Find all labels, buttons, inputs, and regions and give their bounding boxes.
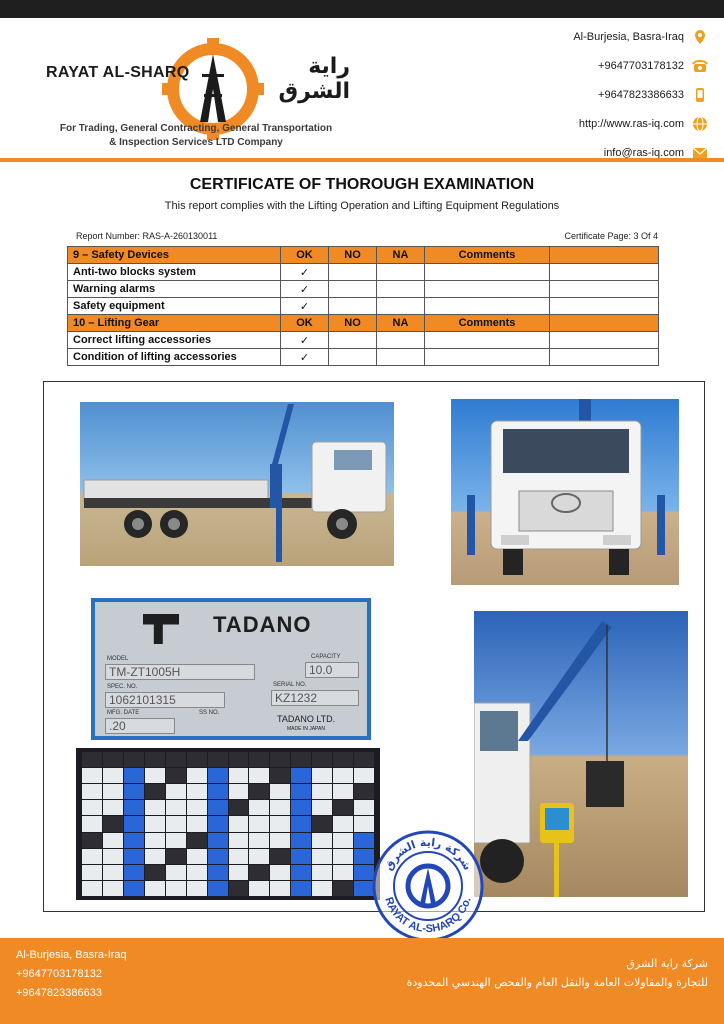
load-chart-cell — [333, 833, 353, 848]
table-row — [68, 298, 659, 315]
footer-address: Al-Burjesia, Basra-Iraq — [16, 949, 127, 961]
col-no: NO — [329, 247, 377, 264]
load-chart-cell — [145, 881, 165, 896]
load-chart-cell — [270, 865, 290, 880]
load-chart-cell — [270, 849, 290, 864]
load-chart-cell — [249, 800, 269, 815]
nameplate-made-in: MADE IN JAPAN — [287, 726, 325, 732]
load-chart-cell — [145, 865, 165, 880]
item-extra — [550, 264, 659, 281]
nameplate-serial-label: SERIAL NO. — [273, 682, 307, 688]
load-chart-cell — [354, 768, 374, 783]
col-na: NA — [377, 247, 425, 264]
item-label: Anti-two blocks system — [68, 264, 281, 281]
item-na — [377, 349, 425, 366]
load-chart-cell — [187, 881, 207, 896]
load-chart-cell — [124, 833, 144, 848]
load-chart-cell — [124, 768, 144, 783]
nameplate-ss-label: SS NO. — [199, 710, 220, 716]
company-logo — [40, 30, 350, 150]
load-chart-cell — [312, 768, 332, 783]
load-chart-cell — [145, 833, 165, 848]
load-chart-cell — [124, 752, 144, 767]
load-chart-cell — [291, 865, 311, 880]
load-chart-cell — [312, 865, 332, 880]
nameplate-brand: TADANO — [213, 612, 312, 637]
item-na — [377, 298, 425, 315]
table-row — [68, 264, 659, 281]
load-chart-cell — [354, 752, 374, 767]
load-chart-cell — [187, 752, 207, 767]
section-header-safety-devices — [68, 247, 659, 264]
load-chart-cell — [270, 881, 290, 896]
item-extra — [550, 349, 659, 366]
load-chart-cell — [208, 865, 228, 880]
load-chart-cell — [229, 768, 249, 783]
load-chart-cell — [249, 784, 269, 799]
item-label: Safety equipment — [68, 298, 281, 315]
load-chart-cell — [103, 768, 123, 783]
load-chart-cell — [312, 881, 332, 896]
nameplate-capacity-label: CAPACITY — [311, 654, 341, 660]
load-chart-cell — [208, 752, 228, 767]
item-comments — [425, 281, 550, 298]
load-chart-cell — [145, 768, 165, 783]
load-chart-cell — [82, 768, 102, 783]
load-chart-cell — [103, 865, 123, 880]
footer-phone-2: +9647823386633 — [16, 987, 102, 999]
footer-arabic-line2: للتجارة والمقاولات العامة والنقل العام والفحص الهندسي المحدودة — [406, 976, 708, 989]
load-chart-cell — [270, 768, 290, 783]
item-no — [329, 298, 377, 315]
load-chart-cell — [291, 784, 311, 799]
load-chart-cell — [82, 800, 102, 815]
load-chart-cell — [229, 800, 249, 815]
load-chart-cell — [249, 752, 269, 767]
load-chart-cell — [166, 833, 186, 848]
contact-address-text: Al-Burjesia, Basra-Iraq — [573, 30, 684, 43]
load-chart-cell — [187, 800, 207, 815]
col-extra — [550, 247, 659, 264]
col-na: NA — [377, 315, 425, 332]
load-chart-cell — [82, 881, 102, 896]
contact-phone — [508, 51, 708, 80]
nameplate-model-value: TM-ZT1005H — [105, 664, 255, 680]
load-chart-cell — [312, 800, 332, 815]
page-title: CERTIFICATE OF THOROUGH EXAMINATION — [189, 176, 535, 193]
page-subtitle: This report complies with the Lifting Operation and Lifting Equipment Regulations — [164, 200, 560, 212]
item-ok-check: ✓ — [281, 281, 329, 298]
col-no: NO — [329, 315, 377, 332]
load-chart-cell — [103, 881, 123, 896]
section-header-lifting-gear — [68, 315, 659, 332]
report-number: Report Number: RAS-A-260130011 — [76, 231, 218, 241]
contact-address — [508, 22, 708, 51]
logo-english-name: RAYAT AL-SHARQ — [46, 64, 190, 81]
load-chart-cell — [82, 816, 102, 831]
load-chart-cell — [187, 833, 207, 848]
load-chart-cell — [166, 849, 186, 864]
load-chart-cell — [208, 800, 228, 815]
load-chart-cell — [124, 784, 144, 799]
load-chart-cell — [103, 752, 123, 767]
load-chart-cell — [124, 800, 144, 815]
load-chart-cell — [82, 849, 102, 864]
load-chart-cell — [82, 752, 102, 767]
contact-phone-text: +9647703178132 — [598, 59, 684, 72]
item-comments — [425, 332, 550, 349]
logo-arabic-name: راية الشرق — [278, 54, 350, 104]
load-chart-cell — [333, 784, 353, 799]
nameplate-maker: TADANO LTD. — [277, 714, 336, 724]
load-chart-cell — [229, 752, 249, 767]
tadano-logo-icon — [143, 614, 179, 644]
load-chart-cell — [291, 752, 311, 767]
load-chart-grid — [82, 752, 374, 896]
contact-website-text: http://www.ras-iq.com — [578, 117, 684, 130]
load-chart-cell — [124, 816, 144, 831]
load-chart-cell — [187, 768, 207, 783]
item-comments — [425, 349, 550, 366]
load-chart-cell — [166, 752, 186, 767]
nameplate-mfg-label: MFG. DATE — [107, 710, 140, 716]
item-no — [329, 332, 377, 349]
load-chart-cell — [166, 784, 186, 799]
load-chart-cell — [166, 865, 186, 880]
load-chart-cell — [333, 752, 353, 767]
nameplate-spec-label: SPEC. NO. — [107, 684, 138, 690]
load-chart-cell — [249, 881, 269, 896]
load-chart-cell — [333, 865, 353, 880]
load-chart-cell — [145, 752, 165, 767]
load-chart-cell — [208, 849, 228, 864]
phone-icon — [692, 58, 708, 74]
header-contacts — [508, 22, 708, 167]
nameplate-model-label: MODEL — [107, 656, 129, 662]
load-chart-cell — [312, 833, 332, 848]
col-extra — [550, 315, 659, 332]
item-na — [377, 264, 425, 281]
load-chart-cell — [249, 849, 269, 864]
load-chart-cell — [249, 833, 269, 848]
load-chart-cell — [270, 752, 290, 767]
load-chart-cell — [208, 816, 228, 831]
load-chart-cell — [208, 768, 228, 783]
seal-arabic-text: شركة راية الشرق — [381, 835, 475, 873]
seal-english-text: RAYAT AL-SHARQ Co. — [382, 895, 474, 936]
photo-truck-front-view — [451, 399, 679, 585]
section-title: 10 – Lifting Gear — [68, 315, 281, 332]
load-chart-cell — [82, 865, 102, 880]
load-chart-cell — [103, 800, 123, 815]
load-chart-cell — [312, 849, 332, 864]
item-ok-check: ✓ — [281, 298, 329, 315]
item-comments — [425, 298, 550, 315]
load-chart-cell — [333, 768, 353, 783]
item-ok-check: ✓ — [281, 332, 329, 349]
mobile-icon — [692, 87, 708, 103]
photo-tadano-nameplate — [91, 598, 371, 740]
item-na — [377, 332, 425, 349]
footer-arabic-line1: شركة راية الشرق — [626, 957, 708, 970]
footer-contacts — [16, 946, 127, 1003]
section-title: 9 – Safety Devices — [68, 247, 281, 264]
item-no — [329, 349, 377, 366]
load-chart-cell — [291, 816, 311, 831]
load-chart-cell — [103, 833, 123, 848]
logo-subtitle — [46, 122, 346, 150]
load-chart-cell — [333, 881, 353, 896]
item-label: Correct lifting accessories — [68, 332, 281, 349]
load-chart-cell — [291, 849, 311, 864]
load-chart-cell — [312, 816, 332, 831]
item-ok-check: ✓ — [281, 264, 329, 281]
load-chart-cell — [103, 816, 123, 831]
item-ok-check: ✓ — [281, 349, 329, 366]
load-chart-cell — [166, 768, 186, 783]
item-no — [329, 281, 377, 298]
nameplate-serial-value: KZ1232 — [271, 690, 359, 706]
col-ok: OK — [281, 247, 329, 264]
load-chart-cell — [229, 865, 249, 880]
footer-arabic-company — [407, 954, 708, 992]
load-chart-cell — [82, 784, 102, 799]
table-row — [68, 332, 659, 349]
photo-load-chart — [76, 748, 380, 900]
company-seal-stamp — [370, 828, 486, 944]
load-chart-cell — [312, 752, 332, 767]
load-chart-cell — [145, 784, 165, 799]
top-bar — [0, 0, 724, 18]
certificate-page: Certificate Page: 3 Of 4 — [564, 231, 658, 241]
nameplate-mfg-value: .20 — [105, 718, 175, 734]
load-chart-cell — [208, 833, 228, 848]
load-chart-cell — [354, 784, 374, 799]
load-chart-cell — [187, 816, 207, 831]
load-chart-cell — [291, 881, 311, 896]
nameplate-capacity-value: 10.0 — [305, 662, 359, 678]
load-chart-cell — [229, 833, 249, 848]
load-chart-cell — [208, 881, 228, 896]
load-chart-cell — [103, 849, 123, 864]
contact-email-text: info@ras-iq.com — [603, 146, 684, 159]
load-chart-cell — [249, 865, 269, 880]
col-comments: Comments — [425, 315, 550, 332]
contact-website — [508, 109, 708, 138]
load-chart-cell — [166, 816, 186, 831]
item-na — [377, 281, 425, 298]
header-divider — [0, 158, 724, 162]
load-chart-cell — [229, 816, 249, 831]
col-ok: OK — [281, 315, 329, 332]
globe-icon — [692, 116, 708, 132]
load-chart-cell — [187, 784, 207, 799]
load-chart-cell — [229, 849, 249, 864]
load-chart-cell — [187, 865, 207, 880]
load-chart-cell — [333, 849, 353, 864]
load-chart-cell — [145, 816, 165, 831]
load-chart-cell — [249, 768, 269, 783]
item-label: Condition of lifting accessories — [68, 349, 281, 366]
truck-front-illustration — [451, 399, 679, 585]
footer-phone-1: +9647703178132 — [16, 968, 102, 980]
item-extra — [550, 332, 659, 349]
load-chart-cell — [229, 881, 249, 896]
item-comments — [425, 264, 550, 281]
item-extra — [550, 298, 659, 315]
load-chart-cell — [124, 881, 144, 896]
load-chart-cell — [124, 849, 144, 864]
load-chart-cell — [354, 800, 374, 815]
crane-operation-illustration — [474, 611, 688, 897]
load-chart-cell — [82, 833, 102, 848]
load-chart-cell — [166, 800, 186, 815]
load-chart-cell — [270, 784, 290, 799]
load-chart-cell — [291, 768, 311, 783]
load-chart-cell — [333, 816, 353, 831]
photo-truck-side-view — [80, 402, 394, 566]
location-pin-icon — [692, 29, 708, 45]
load-chart-cell — [270, 833, 290, 848]
item-no — [329, 264, 377, 281]
logo-subtitle-line1: For Trading, General Contracting, General Transportation — [59, 123, 333, 134]
page-footer — [0, 938, 724, 1024]
nameplate-spec-value: 1062101315 — [105, 692, 225, 708]
col-comments: Comments — [425, 247, 550, 264]
load-chart-cell — [229, 784, 249, 799]
contact-email — [508, 138, 708, 167]
truck-side-illustration — [80, 402, 394, 566]
load-chart-cell — [124, 865, 144, 880]
load-chart-cell — [187, 849, 207, 864]
load-chart-cell — [145, 800, 165, 815]
load-chart-cell — [270, 800, 290, 815]
inspection-checklist — [67, 246, 659, 366]
contact-mobile — [508, 80, 708, 109]
photo-crane-operation — [474, 611, 688, 897]
logo-subtitle-line2: & Inspection Services LTD Company — [109, 137, 283, 148]
table-row — [68, 349, 659, 366]
load-chart-cell — [291, 833, 311, 848]
item-label: Warning alarms — [68, 281, 281, 298]
load-chart-cell — [312, 784, 332, 799]
table-row — [68, 281, 659, 298]
load-chart-cell — [333, 800, 353, 815]
load-chart-cell — [249, 816, 269, 831]
load-chart-cell — [145, 849, 165, 864]
load-chart-cell — [103, 784, 123, 799]
load-chart-cell — [291, 800, 311, 815]
item-extra — [550, 281, 659, 298]
contact-mobile-text: +9647823386633 — [598, 88, 684, 101]
load-chart-cell — [208, 784, 228, 799]
load-chart-cell — [270, 816, 290, 831]
load-chart-cell — [166, 881, 186, 896]
